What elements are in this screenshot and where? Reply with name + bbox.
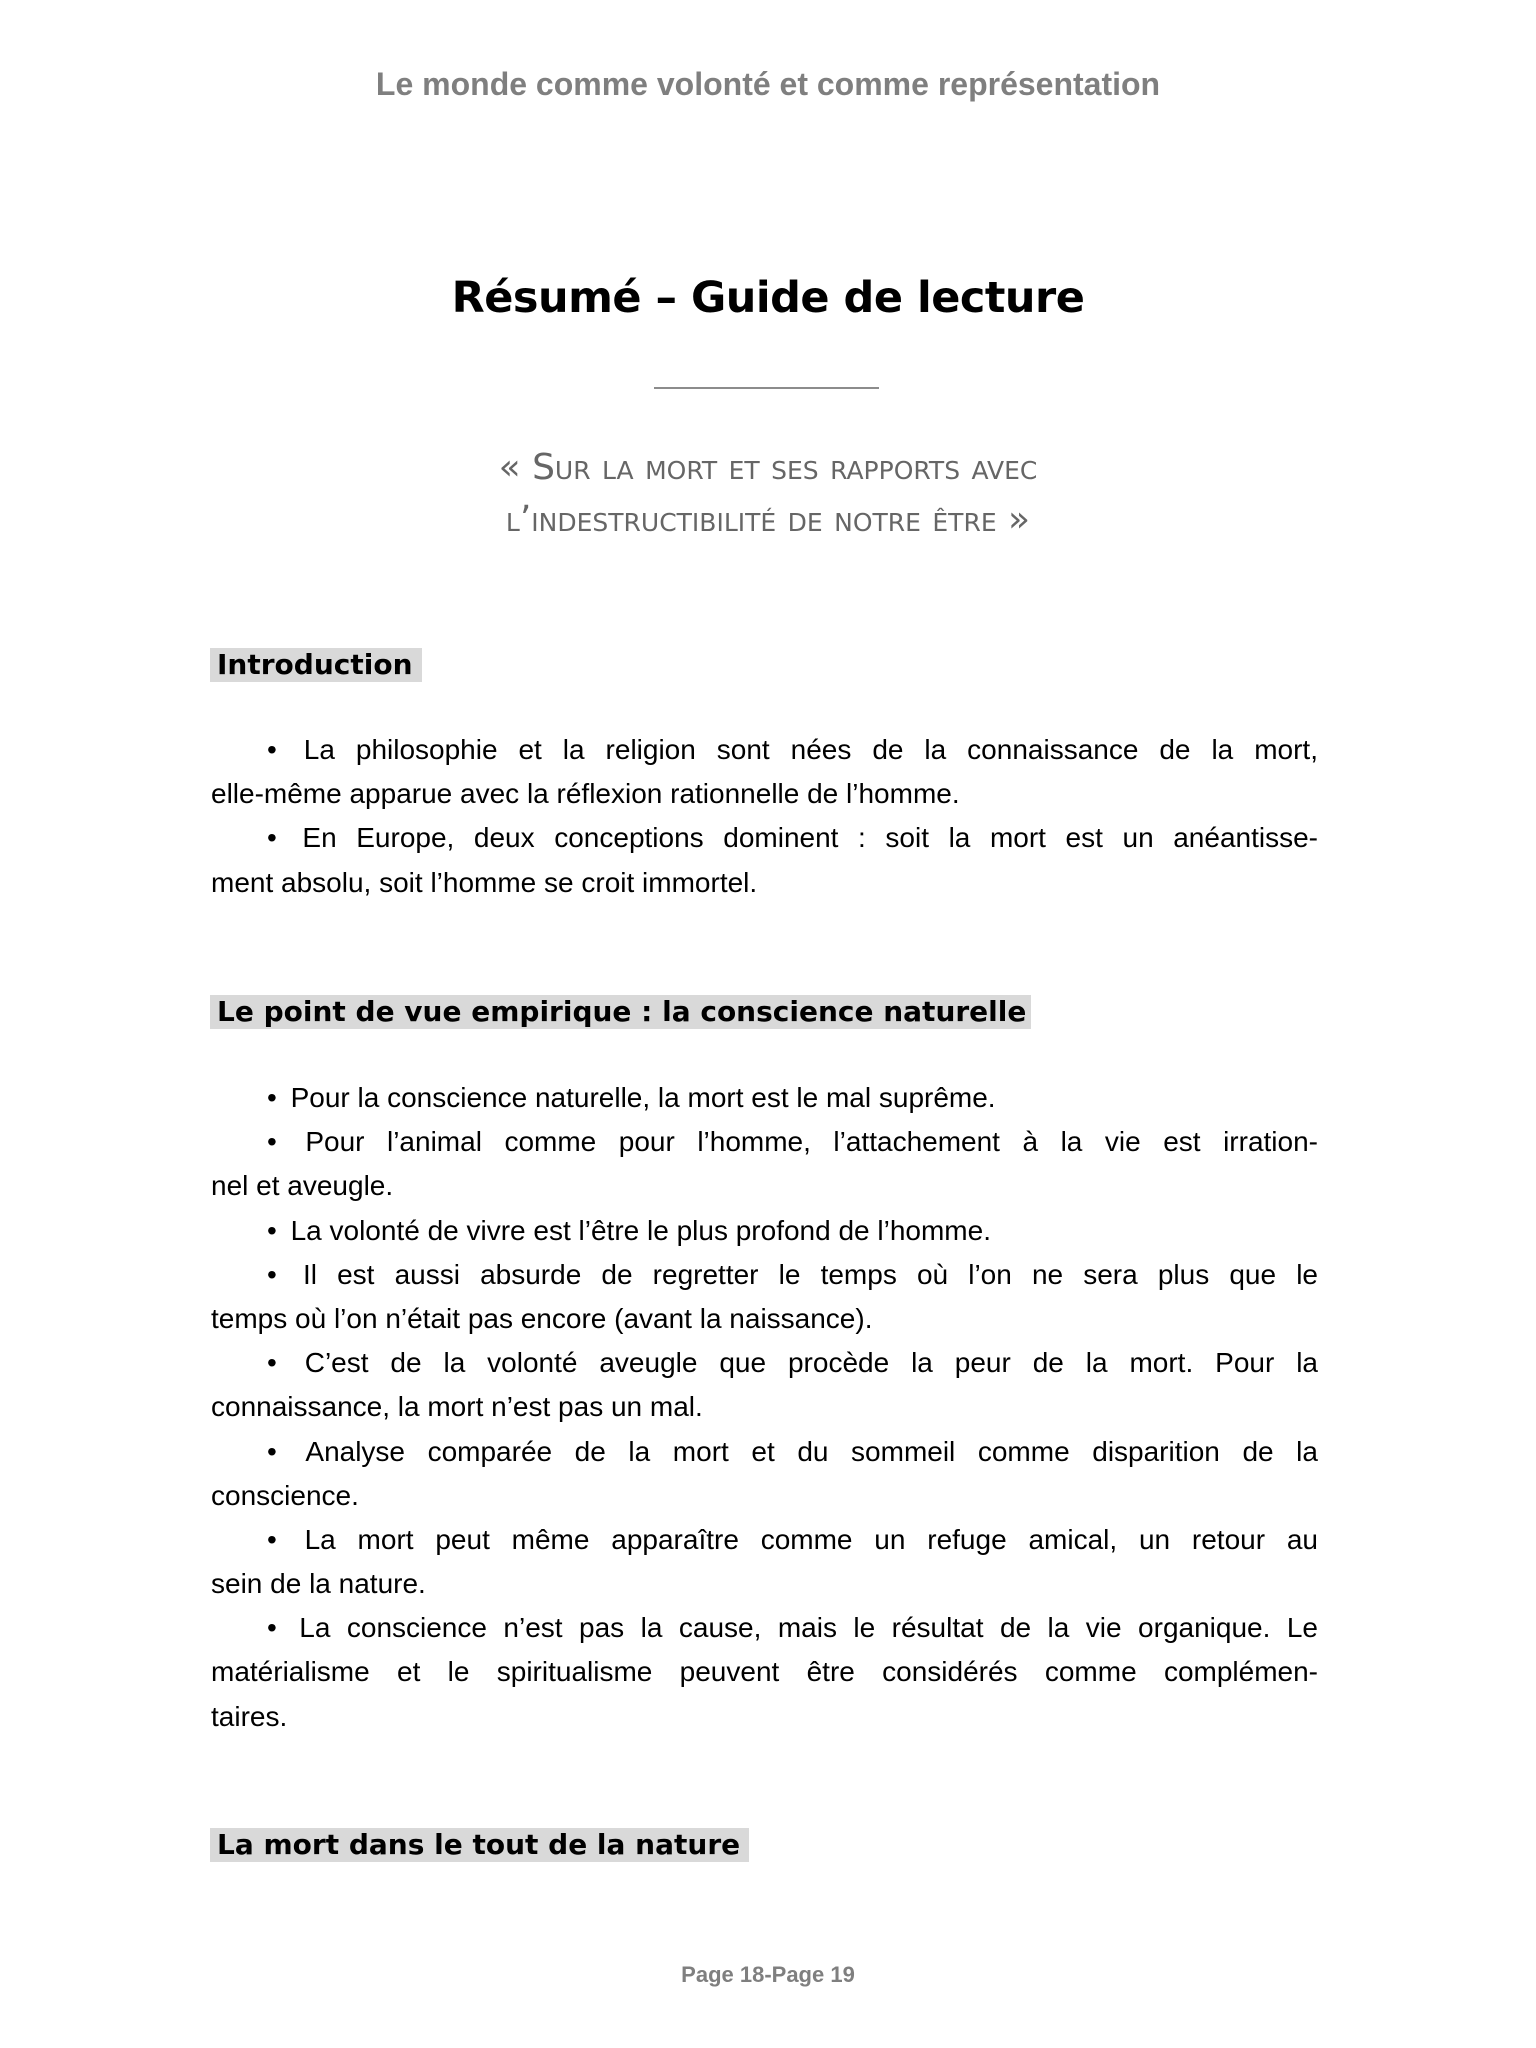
bullet-point-line: [211, 1253, 1318, 1297]
line-text: elle-même apparue avec la réflexion rationnelle de l’homme.: [211, 778, 960, 810]
line-text: La volonté de vivre est l’être le plus profond de l’homme.: [290, 1214, 991, 1246]
bullet-icon: •: [267, 822, 297, 854]
section-body-introduction: [211, 728, 1318, 905]
bullet-point-line: [211, 1341, 1318, 1385]
paragraph-line: [211, 1695, 1318, 1739]
line-text: Analyse comparée de la mort et du sommeil comme disparition de la: [305, 1435, 1318, 1467]
bullet-icon: •: [267, 734, 298, 765]
paragraph-line: [211, 861, 1318, 905]
line-text: C’est de la volonté aveugle que procède la peur de la mort. Pour la: [304, 1347, 1318, 1379]
line-text: matérialisme et le spiritualisme peuvent être considérés comme complémen-: [211, 1656, 1318, 1688]
line-text: Il est aussi absurde de regretter le temps où l’on ne sera plus que le: [302, 1258, 1318, 1290]
paragraph-line: [211, 772, 1318, 816]
line-text: Pour l’animal comme pour l’homme, l’attachement à la vie est irration-: [305, 1126, 1318, 1158]
bullet-point-line: [211, 1076, 1318, 1120]
bullet-icon: •: [267, 1126, 300, 1158]
running-header: Le monde comme volonté et comme représentation: [375, 66, 1161, 102]
subtitle-line-2: l’indestructibilité de notre être »: [505, 499, 1031, 540]
bullet-icon: •: [267, 1612, 294, 1644]
section-heading-empirical-view: Le point de vue empirique : la conscience naturelle: [210, 995, 1031, 1029]
section-heading-introduction: Introduction: [210, 648, 422, 682]
bullet-icon: •: [267, 1347, 299, 1379]
bullet-point-line: [211, 1518, 1318, 1562]
line-text: nel et aveugle.: [211, 1170, 394, 1202]
bullet-point-line: [211, 1209, 1318, 1253]
paragraph-line: [211, 1650, 1318, 1694]
bullet-icon: •: [267, 1214, 285, 1246]
line-text: Pour la conscience naturelle, la mort est le mal suprême.: [290, 1082, 996, 1113]
paragraph-line: [211, 1562, 1318, 1606]
section-body-empirical-view: [211, 1076, 1318, 1739]
line-text: La philosophie et la religion sont nées de la connaissance de la mort,: [303, 734, 1318, 765]
line-text: connaissance, la mort n’est pas un mal.: [211, 1391, 703, 1423]
bullet-point-line: [211, 1606, 1318, 1650]
line-text: En Europe, deux conceptions dominent : soit la mort est un anéantisse-: [302, 822, 1318, 854]
paragraph-line: [211, 1385, 1318, 1429]
bullet-point-line: [211, 816, 1318, 860]
bullet-point-line: [211, 728, 1318, 772]
line-text: La mort peut même apparaître comme un refuge amical, un retour au: [304, 1523, 1318, 1555]
bullet-icon: •: [267, 1523, 299, 1555]
paragraph-line: [211, 1297, 1318, 1341]
line-text: sein de la nature.: [211, 1568, 426, 1600]
chapter-subtitle: [0, 442, 1536, 546]
line-text: conscience.: [211, 1479, 359, 1511]
line-text: taires.: [211, 1700, 288, 1732]
bullet-point-line: [211, 1120, 1318, 1164]
bullet-icon: •: [267, 1258, 297, 1290]
section-heading-death-in-nature: La mort dans le tout de la nature: [210, 1828, 749, 1862]
title-divider: [654, 387, 879, 389]
line-text: ment absolu, soit l’homme se croit immortel.: [211, 866, 758, 898]
paragraph-line: [211, 1474, 1318, 1518]
paragraph-line: [211, 1164, 1318, 1208]
page-number: Page 18-Page 19: [681, 1962, 855, 1987]
bullet-icon: •: [267, 1435, 300, 1467]
line-text: La conscience n’est pas la cause, mais le résultat de la vie organique. Le: [299, 1612, 1318, 1644]
bullet-point-line: [211, 1430, 1318, 1474]
line-text: temps où l’on n’était pas encore (avant la naissance).: [211, 1302, 873, 1334]
subtitle-line-1: « Sur la mort et ses rapports avec: [498, 447, 1038, 488]
page-title: Résumé – Guide de lecture: [451, 273, 1085, 323]
bullet-icon: •: [267, 1082, 285, 1113]
